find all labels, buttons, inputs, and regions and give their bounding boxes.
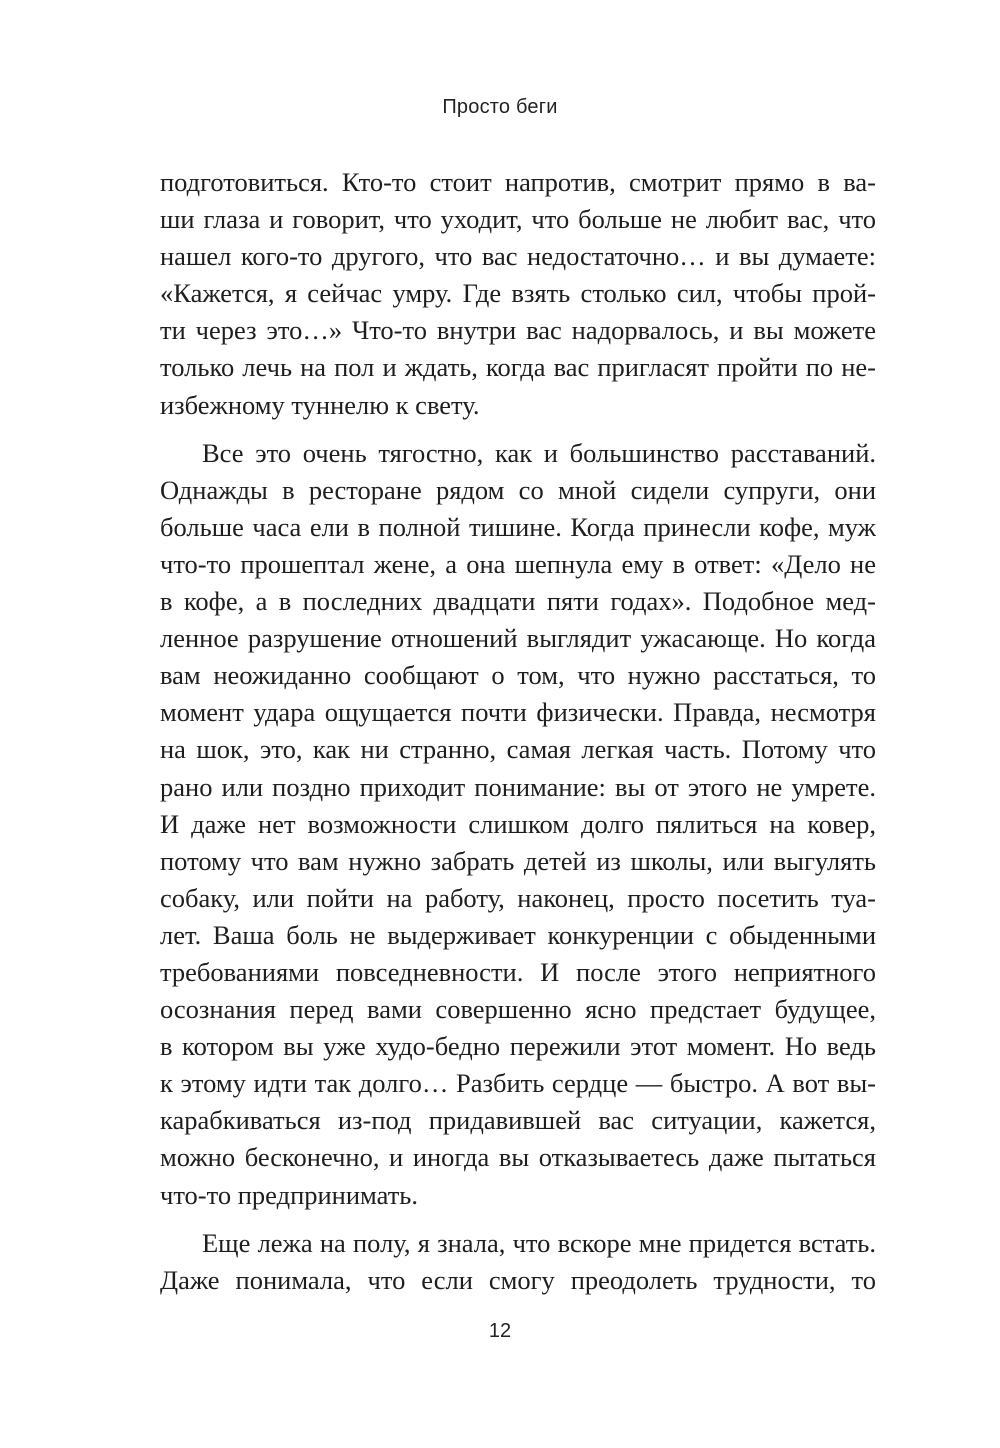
text-line: ши глаза и говорит, что уходит, что больше не любит вас, что bbox=[160, 204, 876, 235]
page-number: 12 bbox=[488, 1320, 512, 1342]
text-line: ленное разрушение отношений выглядит ужасающе. Но когда bbox=[160, 623, 876, 654]
paragraph bbox=[160, 164, 876, 424]
text-line: вам неожиданно сообщают о том, что нужно расстаться, то bbox=[160, 660, 876, 691]
text-line: что-то прошептал жене, а она шепнула ему в ответ: «Дело не bbox=[160, 548, 876, 579]
paragraph bbox=[160, 435, 876, 1214]
text-line: больше часа ели в полной тишине. Когда принесли кофе, муж bbox=[160, 511, 876, 542]
text-line: «Кажется, я сейчас умру. Где взять столько сил, чтобы прой- bbox=[160, 278, 876, 309]
text-line: собаку, или пойти на работу, наконец, просто посетить туа- bbox=[160, 882, 876, 913]
text-line: осознания перед вами совершенно ясно предстает будущее, bbox=[160, 994, 876, 1025]
running-head: Просто беги bbox=[442, 96, 558, 118]
text-line: подготовиться. Кто-то стоит напротив, смотрит прямо в ва- bbox=[160, 167, 876, 197]
text-line: что-то предпринимать. bbox=[160, 1179, 418, 1210]
text-line: рано или поздно приходит понимание: вы от этого не умрете. bbox=[160, 771, 876, 802]
text-line: к этому идти так долго… Разбить сердце — быстро. А вот вы- bbox=[160, 1068, 876, 1099]
text-line: в кофе, а в последних двадцати пяти годах». Подобное мед- bbox=[160, 586, 876, 617]
paragraph bbox=[160, 1225, 876, 1299]
text-line: Однажды в ресторане рядом со мной сидели супруги, они bbox=[160, 474, 876, 505]
text-line: ти через это…» Что-то внутри вас надорвалось, и вы можете bbox=[160, 315, 876, 346]
text-line: потому что вам нужно забрать детей из школы, или выгулять bbox=[160, 845, 876, 876]
text-line: момент удара ощущается почти физически. Правда, несмотря bbox=[160, 697, 876, 728]
text-line: И даже нет возможности слишком долго пялиться на ковер, bbox=[160, 808, 876, 839]
body-text bbox=[160, 164, 876, 1299]
text-line: в котором вы уже худо-бедно пережили этот момент. Но ведь bbox=[160, 1031, 876, 1062]
text-line: требованиями повседневности. И после этого неприятного bbox=[160, 956, 876, 987]
text-line: Все это очень тягостно, как и большинство расставаний. bbox=[202, 437, 876, 468]
paragraph-gap bbox=[160, 424, 876, 435]
text-line: избежному туннелю к свету. bbox=[160, 389, 480, 420]
text-line: карабкиваться из-под придавившей вас ситуации, кажется, bbox=[160, 1105, 876, 1136]
paragraph-gap bbox=[160, 1214, 876, 1225]
text-line: Даже понимала, что если смогу преодолеть трудности, то bbox=[160, 1264, 876, 1295]
text-line: на шок, это, как ни странно, самая легкая часть. Потому что bbox=[160, 734, 876, 765]
text-line: можно бесконечно, и иногда вы отказываетесь даже пытаться bbox=[160, 1142, 876, 1173]
text-line: лет. Ваша боль не выдерживает конкуренции с обыденными bbox=[160, 919, 876, 950]
text-line: Еще лежа на полу, я знала, что вскоре мне придется встать. bbox=[202, 1227, 876, 1258]
text-line: нашел кого-то другого, что вас недостаточно… и вы думаете: bbox=[160, 241, 876, 272]
text-line: только лечь на пол и ждать, когда вас пригласят пройти по не- bbox=[160, 352, 876, 383]
